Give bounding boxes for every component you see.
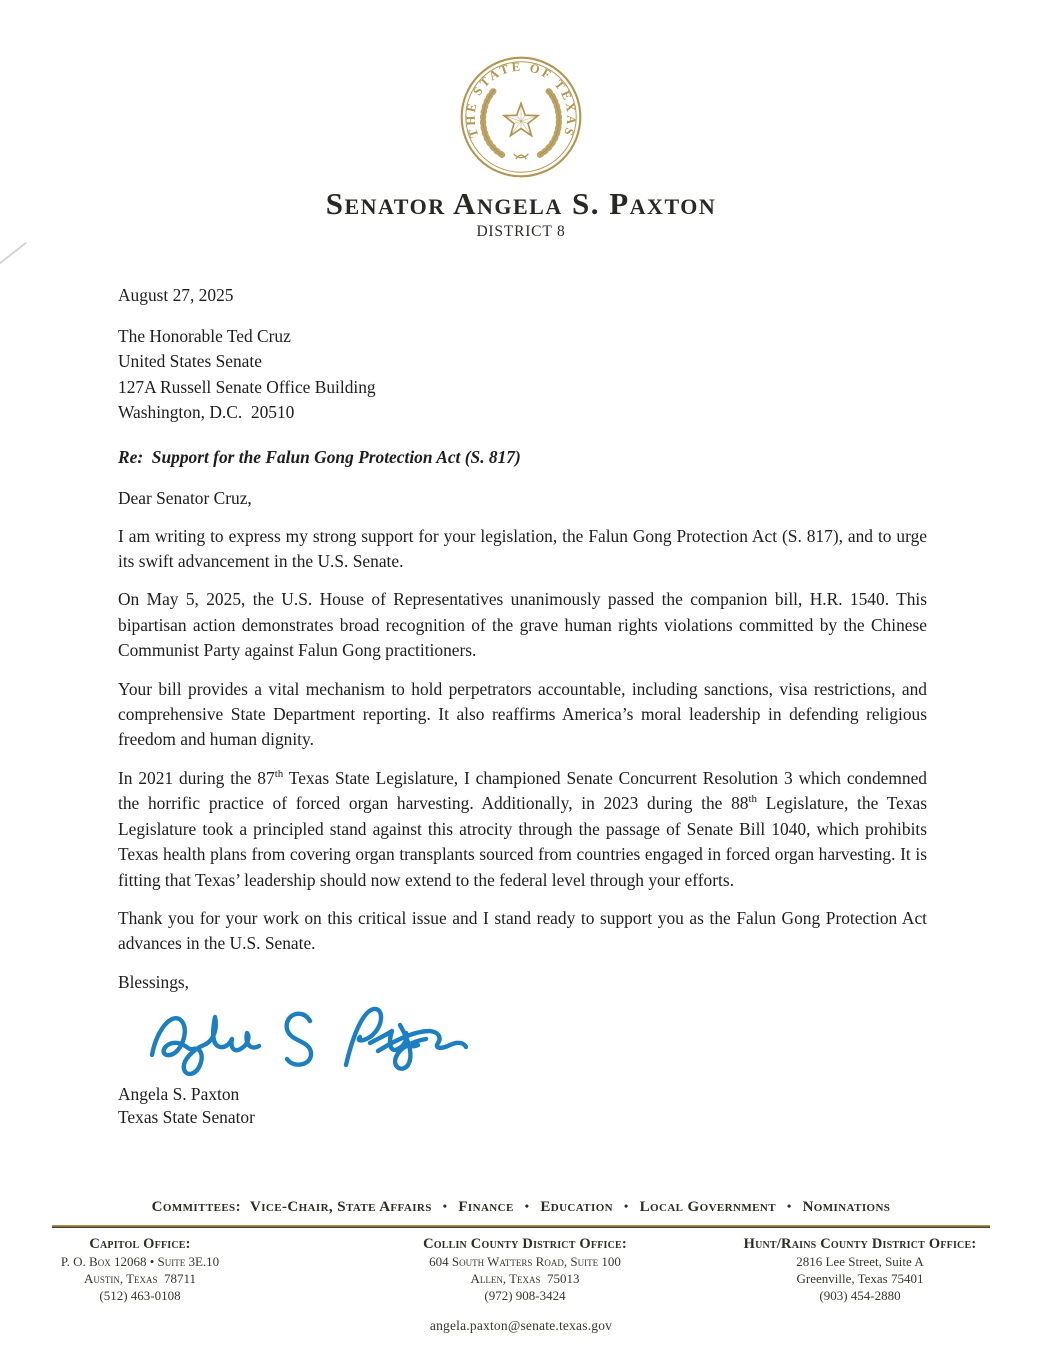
office-line: Austin, Texas 78711 — [83, 1271, 197, 1286]
office-line: Allen, Texas 75013 — [470, 1271, 580, 1286]
office-line: 2816 Lee Street, Suite A — [796, 1254, 924, 1269]
letter-paragraph: In 2021 during the 87th Texas State Legislature, I championed Senate Concurrent Resolution 3 which condemned the horrific practice of forced organ harvesting. Additionally, in 2023 during the 88th Legislature, the Texas Legislature took a principled stand against this atrocity through the passage of Senate Bill 1040, which prohibits Texas health plans from covering organ transplants sourced from countries engaged in forced organ harvesting. It is fitting that Texas’ leadership should now extend to the federal level through your efforts. — [118, 767, 928, 890]
closing: Blessings, — [118, 971, 190, 992]
office-columns — [0, 1235, 1042, 1315]
letter-paragraph: I am writing to express my strong support for your legislation, the Falun Gong Protection Act (S. 817), and to urge its swift advancement in the U.S. Senate. — [118, 525, 927, 572]
subject-line: Re: Support for the Falun Gong Protection Act (S. 817) — [118, 446, 521, 467]
letter-paragraph: On May 5, 2025, the U.S. House of Representatives unanimously passed the companion bill, H.R. 1540. This bipartisan action demonstrates broad recognition of the grave human rights violations committed by the Chinese Communist Party against Falun Gong practitioners. — [118, 589, 927, 661]
scan-artifact — [0, 242, 27, 265]
office-line: Greenville, Texas 75401 — [796, 1271, 924, 1286]
office-title: Capitol Office: — [89, 1236, 191, 1252]
letter-paragraph: Your bill provides a vital mechanism to hold perpetrators accountable, including sanctions, visa restrictions, and comprehensive State Department reporting. It also reaffirms America’s moral leadership in defending religious freedom and human dignity. — [118, 678, 927, 750]
recipient-line: Washington, D.C. 20510 — [118, 402, 295, 423]
letterhead — [0, 0, 1042, 241]
office-line: P. O. Box 12068 • Suite 3E.10 — [60, 1254, 220, 1269]
office-column — [358, 1235, 692, 1304]
district-label: DISTRICT 8 — [476, 222, 566, 240]
recipient-line: United States Senate — [118, 351, 262, 372]
seal-ring-text: THE STATE OF TEXAS — [463, 59, 579, 140]
email-address: angela.paxton@senate.texas.gov — [429, 1318, 613, 1333]
letter-body — [118, 283, 927, 1129]
office-line: (512) 463-0108 — [99, 1288, 181, 1303]
bullet-separator: • — [786, 1199, 792, 1213]
signature — [138, 999, 468, 1081]
committee-item: Local Government — [639, 1199, 776, 1215]
committee-item: Education — [540, 1199, 614, 1215]
senator-name: Senator Angela S. Paxton — [325, 186, 717, 221]
office-title: Hunt/Rains County District Office: — [743, 1236, 977, 1252]
office-column — [698, 1235, 1022, 1304]
office-line: (972) 908-3424 — [484, 1288, 566, 1303]
signer-title: Texas State Senator — [118, 1106, 255, 1127]
letter-footer — [0, 1199, 1042, 1350]
salutation: Dear Senator Cruz, — [118, 487, 252, 508]
committee-item: Finance — [458, 1199, 514, 1215]
recipient-line: The Honorable Ted Cruz — [118, 326, 291, 346]
bullet-separator: • — [442, 1199, 448, 1213]
committees-line — [0, 1199, 1042, 1216]
committee-item: Vice-Chair, State Affairs — [249, 1199, 432, 1215]
letter-paragraphs — [118, 524, 927, 957]
footer-divider — [52, 1225, 990, 1228]
recipient-address — [118, 324, 927, 426]
office-title: Collin County District Office: — [423, 1236, 627, 1252]
letter-paragraph: Thank you for your work on this critical issue and I stand ready to support you as the Falun Gong Protection Act advances in the U.S. Senate. — [118, 907, 927, 954]
texas-state-seal-icon — [458, 54, 584, 180]
signer-name: Angela S. Paxton — [118, 1083, 240, 1104]
committees-label: Committees: — [151, 1199, 241, 1215]
bullet-separator: • — [524, 1199, 530, 1213]
committee-item: Nominations — [802, 1199, 891, 1215]
office-column — [18, 1235, 262, 1304]
office-line: (903) 454-2880 — [819, 1288, 901, 1303]
office-line: 604 South Watters Road, Suite 100 — [429, 1254, 621, 1269]
bullet-separator: • — [624, 1199, 629, 1213]
recipient-line: 127A Russell Senate Office Building — [118, 376, 376, 397]
letter-date: August 27, 2025 — [118, 285, 234, 305]
